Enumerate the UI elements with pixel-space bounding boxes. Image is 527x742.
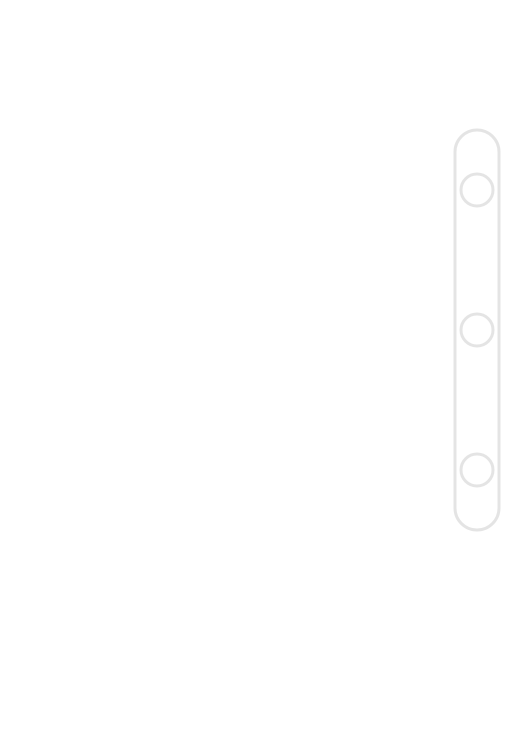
section-heading <box>62 81 487 98</box>
list-item-1 <box>62 156 487 173</box>
paragraph-3 <box>62 225 487 242</box>
list-item-2 <box>62 173 487 190</box>
document-body <box>62 56 487 722</box>
paragraph-2 <box>62 131 487 148</box>
paragraph-1 <box>62 106 487 123</box>
list-item-3 <box>62 191 487 208</box>
paragraph-4 <box>62 251 487 268</box>
paragraph-6 <box>62 301 487 318</box>
paragraph-8 <box>62 352 487 369</box>
paragraph-5 <box>62 276 487 293</box>
list-item-4 <box>62 208 487 225</box>
paragraph-7 <box>62 327 487 344</box>
paragraph-0 <box>62 56 487 73</box>
